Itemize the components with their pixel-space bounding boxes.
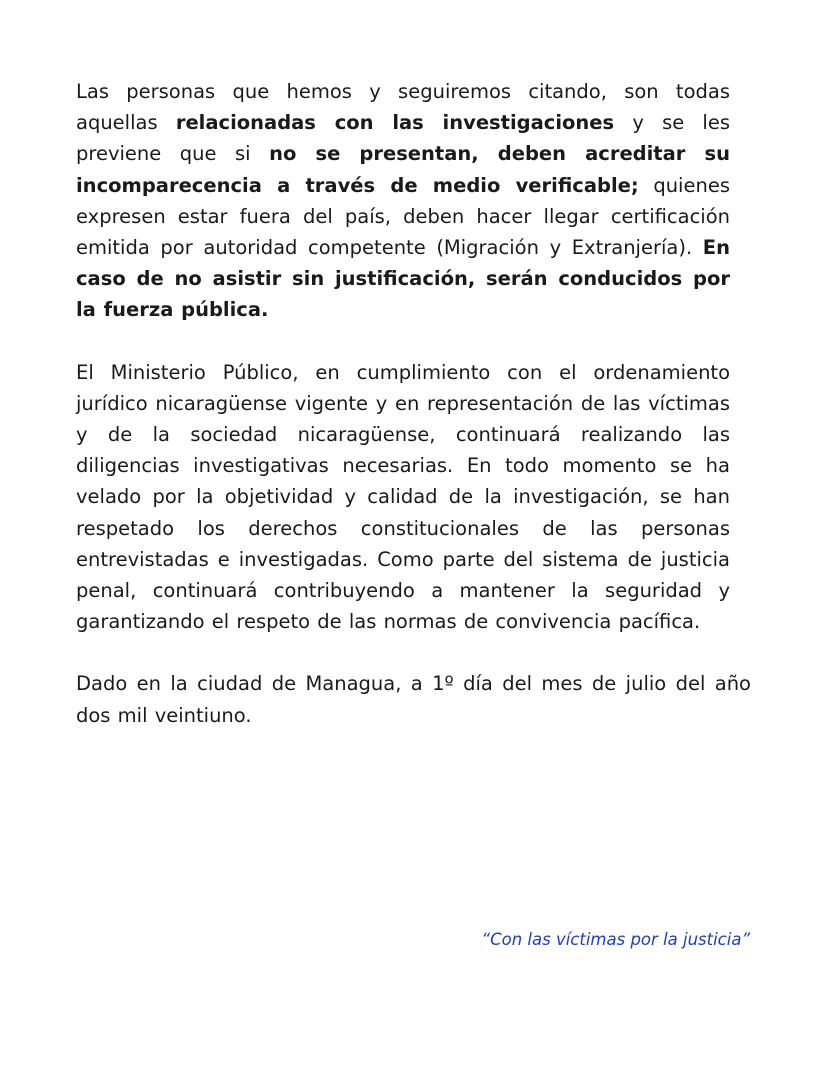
p1-segment-bold: relacionadas con las investigaciones: [175, 111, 615, 135]
p1-segment-bold: En caso de no asistir sin justificación, serán conducidos por la fuerza pública: [76, 236, 730, 322]
p1-segment: quienes expresen estar fuera del país, deben hacer llegar certificación emitida por autoridad competente (Migración y Extranjería).: [76, 173, 730, 260]
paragraph-citation-notice: [76, 76, 730, 326]
p1-segment: y se les previene que si: [76, 111, 730, 166]
p1-segment-bold: no se presentan, deben acreditar su incomparecencia a través de medio verificable;: [76, 142, 730, 197]
motto-text: “Con las víctimas por la justicia”: [481, 930, 750, 949]
paragraph-ministry-statement: El Ministerio Público, en cumplimiento con el ordenamiento jurídico nicaragüense vigente y en representación de las víctimas y de la sociedad nicaragüense, continuará realizando las diligencias investigativas necesarias. En todo momento se ha velado por la objetividad y calidad de la investigación, se han respetado los derechos constitucionales de las personas entrevistadas e investigadas. Como parte del sistema de justicia penal, continuará contribuyendo a mantener la seguridad y garantizando el respeto de las normas de convivencia pacífica.: [76, 360, 730, 634]
document-body: [76, 76, 751, 731]
p1-segment-bold: .: [261, 298, 269, 322]
paragraph-date-place: Dado en la ciudad de Managua, a 1º día del mes de julio del año dos mil veintiuno.: [76, 672, 751, 727]
p1-segment: Las personas que hemos y seguiremos citando, son todas aquellas: [76, 80, 730, 135]
